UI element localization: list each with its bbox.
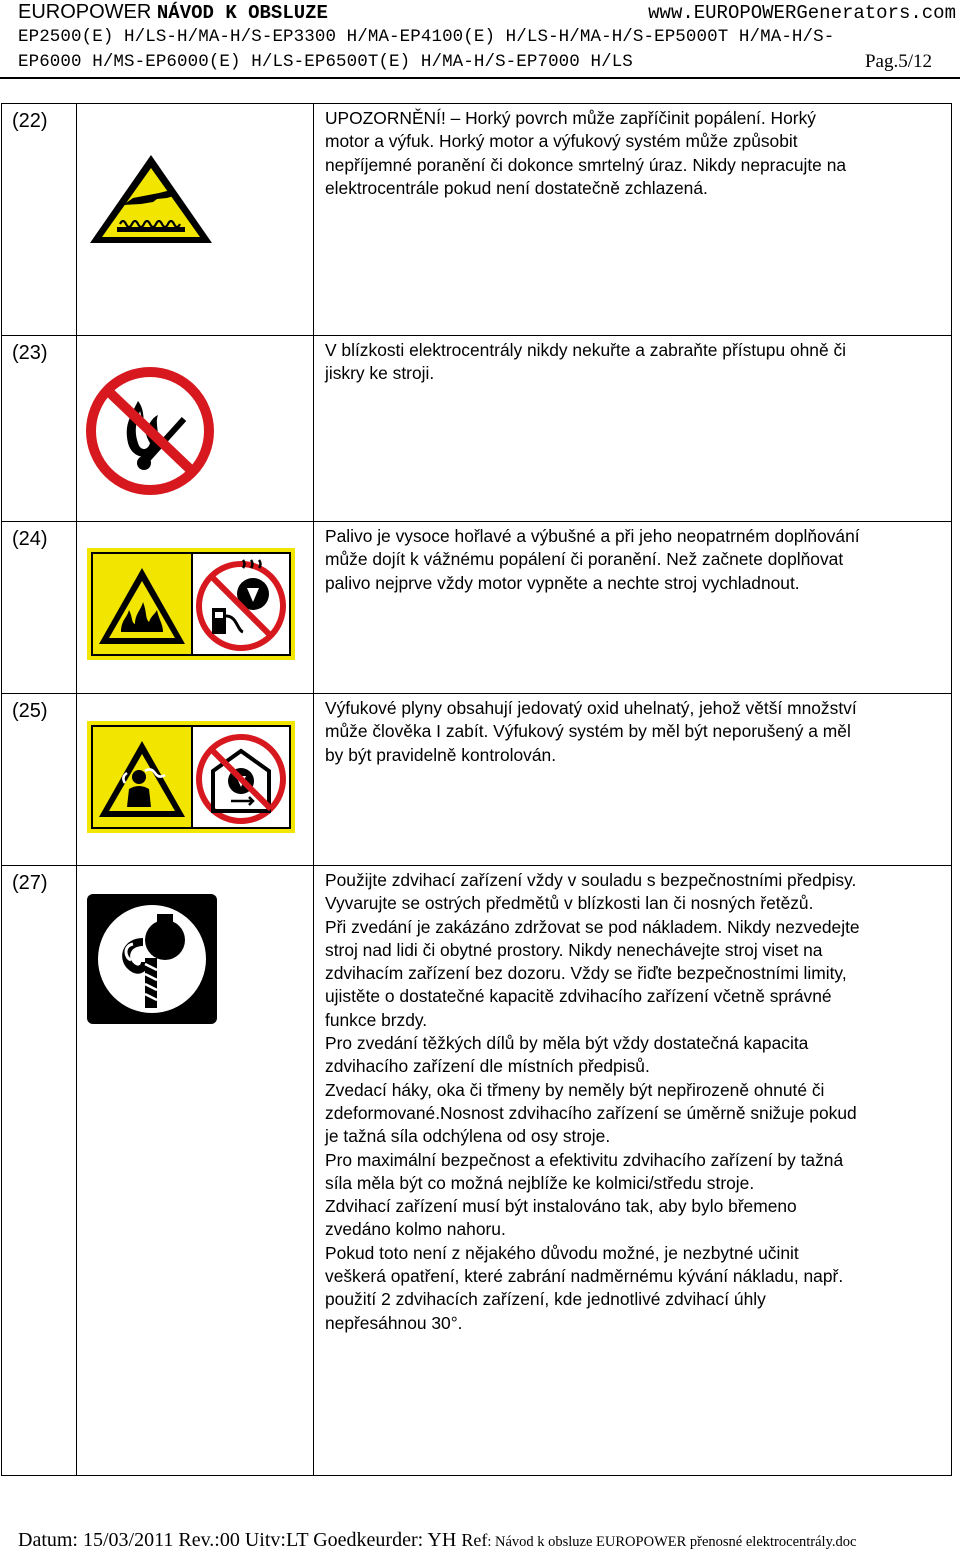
text-line: motor a výfuk. Horký motor a výfukový systém může způsobit	[325, 131, 798, 152]
warning-sign-cell	[77, 104, 314, 336]
document-header	[18, 1, 328, 24]
warning-number: (23)	[2, 336, 77, 522]
text-line: Zdvihací zařízení musí být instalováno tak, aby bylo břemeno	[325, 1196, 797, 1217]
warning-row	[2, 522, 952, 694]
warning-sign-cell	[77, 694, 314, 866]
text-line: nepřesáhnou 30°.	[325, 1312, 463, 1333]
text-line: síla měla být co možná nejblíže ke kolmici/středu stroje.	[325, 1172, 755, 1193]
warning-text	[314, 104, 952, 336]
model-list-line-1: EP2500(E) H/LS-H/MA-H/S-EP3300 H/MA-EP4100(E) H/LS-H/MA-H/S-EP5000T H/MA-H/S-	[18, 27, 835, 47]
warning-text	[314, 866, 952, 1476]
footer-date: Datum: 15/03/2011	[18, 1529, 174, 1551]
warning-row	[2, 336, 952, 522]
warning-row	[2, 104, 952, 336]
text-line: Palivo je vysoce hořlavé a výbušné a při jeho neopatrném doplňování	[325, 526, 860, 546]
text-line: V blízkosti elektrocentrály nikdy nekuřte a zabraňte přístupu ohně či	[325, 340, 847, 360]
text-line: ujistěte o dostatečné kapacitě zdvihacího zařízení včetně správné	[325, 986, 832, 1007]
warning-text	[314, 336, 952, 522]
page-number: Pag.5/12	[864, 51, 932, 72]
text-line: Vyvarujte se ostrých předmětů v blízkosti lan či nosných řetězů.	[325, 893, 814, 914]
warning-text	[314, 694, 952, 866]
warning-number: (25)	[2, 694, 77, 866]
hot-surface-warning-icon	[87, 152, 215, 246]
safety-warnings-table	[1, 103, 952, 1476]
text-line: Pro zvedání těžkých dílů by měla být vždy dostatečná kapacita	[325, 1033, 809, 1054]
text-line: veškerá opatření, které zabrání nadměrnému kývání nákladu, např.	[325, 1266, 844, 1287]
footer-approver: Goedkeurder: YH	[313, 1529, 457, 1551]
text-line: nepříjemné poranění či dokonce smrtelný úraz. Nikdy nepracujte na	[325, 154, 847, 175]
text-line: by být pravidelně kontrolován.	[325, 744, 557, 765]
text-line: Při zvedání je zakázáno zdržovat se pod nákladem. Nikdy nezvedejte	[325, 916, 860, 937]
warning-sign-cell	[77, 336, 314, 522]
text-line: použití 2 zdvihacích zařízení, kde jednotlivé zdvihací úhly	[325, 1289, 766, 1310]
text-line: může dojít k vážnému popálení či poranění. Než začnete doplňovat	[325, 549, 844, 570]
website-url: www.EUROPOWERGenerators.com	[648, 2, 956, 24]
warning-number: (24)	[2, 522, 77, 694]
warning-sign-cell	[77, 866, 314, 1476]
text-line: Použijte zdvihací zařízení vždy v souladu s bezpečnostními předpisy.	[325, 870, 857, 890]
document-title: NÁVOD K OBSLUZE	[156, 2, 328, 24]
warning-number: (27)	[2, 866, 77, 1476]
text-line: zvedáno kolmo nahoru.	[325, 1219, 506, 1240]
warning-sign-cell	[77, 522, 314, 694]
footer-ref-value: : Návod k obsluze EUROPOWER přenosné elektrocentrály.doc	[487, 1534, 857, 1550]
text-line: palivo nejprve vždy motor vypněte a nechte stroj vychladnout.	[325, 572, 800, 593]
warning-number: (22)	[2, 104, 77, 336]
text-line: elektrocentrále pokud není dostatečně zchlazená.	[325, 177, 708, 198]
footer-ref-label: Ref	[461, 1530, 488, 1550]
warning-text	[314, 522, 952, 694]
text-line: zdeformované.Nosnost zdvihacího zařízení se úměrně snižuje pokud	[325, 1102, 857, 1123]
no-refuel-while-running-icon	[199, 560, 283, 648]
text-line: zdvihacím zařízení bez dozoru. Vždy se řiďte bezpečnostními limity,	[325, 963, 847, 984]
text-line: Pro maximální bezpečnost a efektivitu zdvihacího zařízení by tažná	[325, 1149, 844, 1170]
fuel-warning-signs	[87, 548, 295, 660]
brand-name: EUROPOWER	[18, 1, 152, 23]
text-line: stroj nad lidi či obytné prostory. Nikdy nenechávejte stroj viset na	[325, 939, 823, 960]
warning-row	[2, 694, 952, 866]
header-divider	[0, 77, 960, 79]
model-list-line-2: EP6000 H/MS-EP6000(E) H/LS-EP6500T(E) H/MA-H/S-EP7000 H/LS	[18, 52, 633, 72]
warning-row	[2, 866, 952, 1476]
footer-author: Uitv:LT	[244, 1529, 309, 1551]
exhaust-warning-signs	[87, 721, 295, 833]
text-line: jiskry ke stroji.	[325, 363, 435, 384]
document-footer	[18, 1529, 856, 1552]
footer-revision: Rev.:00	[178, 1529, 240, 1551]
lifting-hook-icon	[87, 894, 217, 1024]
no-open-flame-icon	[86, 367, 214, 495]
text-line: Zvedací háky, oka či třmeny by neměly být nepřirozeně ohnuté či	[325, 1079, 825, 1100]
text-line: funkce brzdy.	[325, 1009, 428, 1030]
text-line: je tažná síla odchýlena od osy stroje.	[325, 1126, 611, 1147]
text-line: Pokud toto není z nějakého důvodu možné, je nezbytné učinit	[325, 1242, 799, 1263]
text-line: Výfukové plyny obsahují jedovatý oxid uhelnatý, jehož větší množství	[325, 698, 857, 718]
text-line: UPOZORNĚNÍ! – Horký povrch může zapříčinit popálení. Horký	[325, 108, 816, 128]
text-line: zdvihacího zařízení dle místních předpisů.	[325, 1056, 650, 1077]
text-line: může člověka I zabít. Výfukový systém by měl být neporušený a měl	[325, 721, 851, 742]
no-indoor-operation-icon	[199, 737, 283, 821]
